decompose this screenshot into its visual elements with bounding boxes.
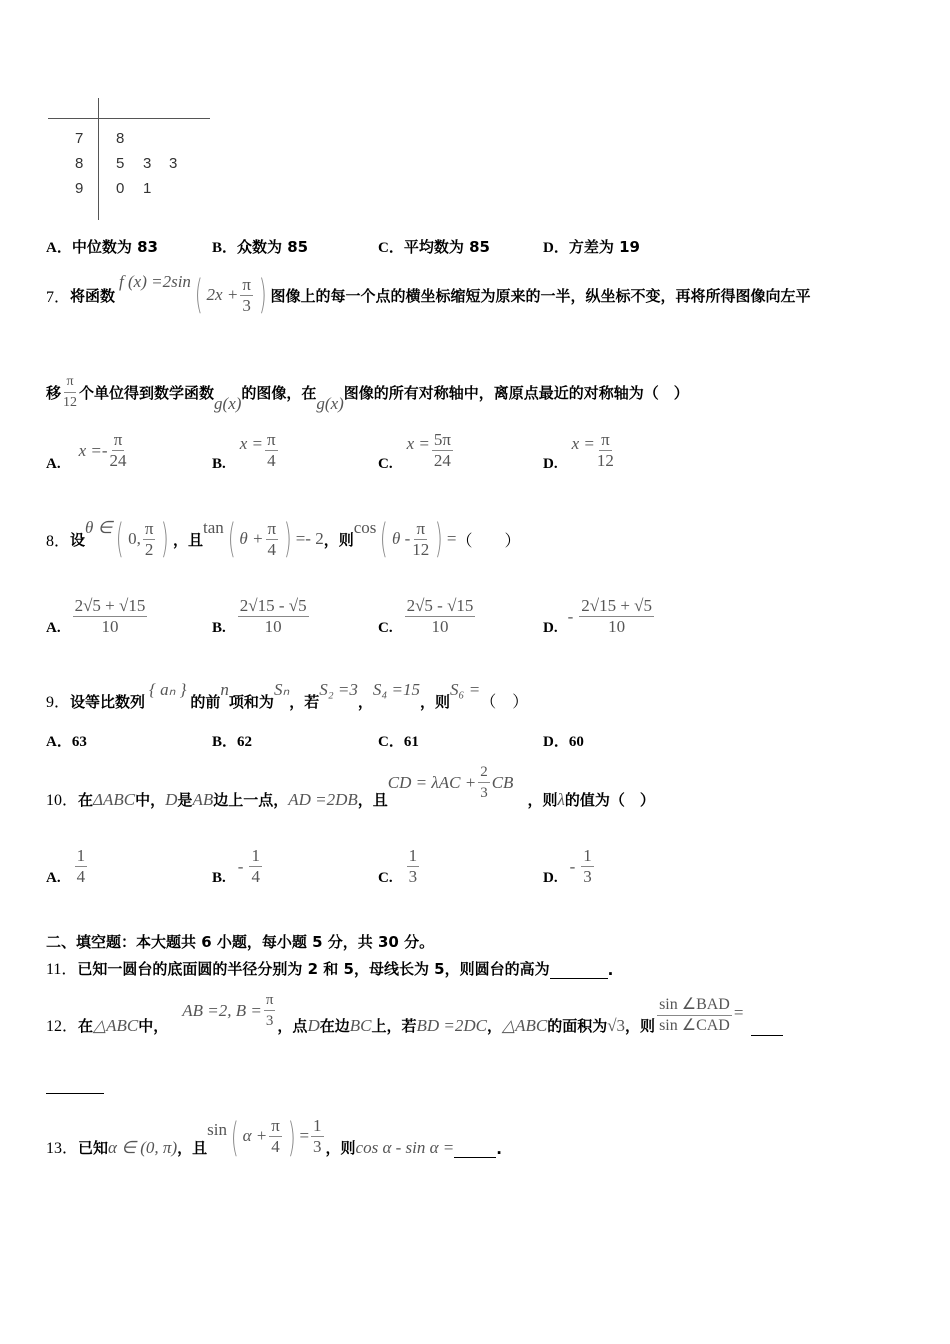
q8-option-d[interactable]: D. - $\frac{2√15 + √5}{10}$ bbox=[543, 596, 653, 636]
q8-option-c[interactable]: C. $\frac{2√5 - √15}{10}$ bbox=[378, 596, 474, 636]
q6-option-c[interactable]: C．平均数为 85 bbox=[378, 238, 490, 256]
fraction: $\frac{\pi}{3}$ bbox=[242, 274, 251, 315]
q9-option-d[interactable]: D．60 bbox=[543, 734, 584, 750]
leaf: 3 bbox=[143, 155, 152, 172]
q10-option-c[interactable]: C. $\frac{1}{3}$ bbox=[378, 846, 418, 886]
q6-option-a[interactable]: A．中位数为 83 bbox=[46, 238, 158, 256]
q9-option-b[interactable]: B．62 bbox=[212, 734, 253, 750]
stem-8: 8 bbox=[75, 155, 84, 172]
question-8: 8． 设 θ ∈ ( 0, $\frac{\pi}{2}$ ) ，且 tan ( θ + $\frac{\pi}{4}$ ) =- 2 ，则 cos ( θ - $\frac{\pi}{12}$ ) = （ ） bbox=[46, 516, 521, 562]
q9-option-a[interactable]: A．63 bbox=[46, 734, 87, 750]
question-13: 13． 已知 α ∈ (0, π) ，且 sin ( α + $\frac{\pi}{4}$ ) = $\frac{1}{3}$ ，则 cos α - sin α = . bbox=[46, 1115, 502, 1161]
question-12: 12． 在 △ABC 中， AB =2, B = $\frac{\pi}{3}$ ，点 D 在边 BC 上，若 BD =2DC ， △ABC 的面积为 √3 ，则 $\frac{\text{sin ∠BAD}}{\text{sin ∠CAD}}$ = bbox=[46, 990, 783, 1036]
table-vertical-rule bbox=[98, 98, 99, 220]
q7-option-c[interactable]: C. x = $\frac{5\pi}{24}$ bbox=[378, 430, 451, 472]
question-7-line1: 7． 将函数 f (x) =2sin ( 2x + $\frac{\pi}{3}$ ) 图像上的每一个点的横坐标缩短为原来的一半，纵坐标不变，再将所得图像向左平 bbox=[46, 272, 811, 318]
table-horizontal-rule bbox=[48, 118, 210, 119]
leaf: 1 bbox=[143, 180, 152, 197]
leaf: 3 bbox=[169, 155, 178, 172]
leaf: 5 bbox=[116, 155, 125, 172]
q6-option-b[interactable]: B．众数为 85 bbox=[212, 238, 309, 256]
question-11: 11． 已知一圆台的底面圆的半径分别为 2 和 5，母线长为 5，则圆台的高为 . bbox=[46, 960, 614, 979]
q8-option-b[interactable]: B. $\frac{2√15 - √5}{10}$ bbox=[212, 596, 307, 636]
q10-option-b[interactable]: B. - $\frac{1}{4}$ bbox=[212, 846, 260, 886]
answer-blank[interactable] bbox=[751, 1021, 783, 1036]
q8-option-a[interactable]: A. $\frac{2√5 + √15}{10}$ bbox=[46, 596, 146, 636]
question-10: 10． 在 ΔABC 中， D 是 AB 边上一点， AD =2DB ，且 CD = λAC + $\frac{2}{3}$ CB ，则 λ 的值为（ ） bbox=[46, 764, 655, 809]
section-2-heading: 二、填空题：本大题共 6 小题，每小题 5 分，共 30 分。 bbox=[46, 933, 435, 951]
q7-option-a[interactable]: A. x =- $\frac{\pi}{24}$ bbox=[46, 430, 127, 472]
q7-option-d[interactable]: D. x = $\frac{\pi}{12}$ bbox=[543, 430, 614, 472]
q6-option-d[interactable]: D．方差为 19 bbox=[543, 238, 640, 256]
answer-blank[interactable] bbox=[550, 964, 608, 979]
question-9: 9． 设等比数列 { aₙ } 的前 n 项和为 Sₙ ，若 S₂ =3 ， S₄ =15 ，则 S₆ = （ ） bbox=[46, 680, 529, 711]
answer-blank-continued[interactable] bbox=[46, 1093, 104, 1094]
q10-option-a[interactable]: A. $\frac{1}{4}$ bbox=[46, 846, 86, 886]
left-paren: ( bbox=[194, 272, 203, 318]
leaf: 0 bbox=[116, 180, 125, 197]
stem-7: 7 bbox=[75, 130, 84, 147]
q9-option-c[interactable]: C．61 bbox=[378, 734, 419, 750]
stem-leaf-plot bbox=[48, 98, 213, 220]
answer-blank[interactable] bbox=[454, 1143, 496, 1158]
right-paren: ) bbox=[258, 272, 267, 318]
leaf: 8 bbox=[116, 130, 125, 147]
fraction: $\frac{\pi}{12}$ bbox=[63, 373, 78, 410]
q10-option-d[interactable]: D. - $\frac{1}{3}$ bbox=[543, 846, 592, 886]
stem-9: 9 bbox=[75, 180, 84, 197]
question-7-line2: 移 $\frac{\pi}{12}$ 个单位得到数学函数 g(x) 的图像，在 g(x) 图像的所有对称轴中，离原点最近的对称轴为（ ） bbox=[46, 373, 689, 413]
q7-option-b[interactable]: B. x = $\frac{\pi}{4}$ bbox=[212, 430, 276, 472]
